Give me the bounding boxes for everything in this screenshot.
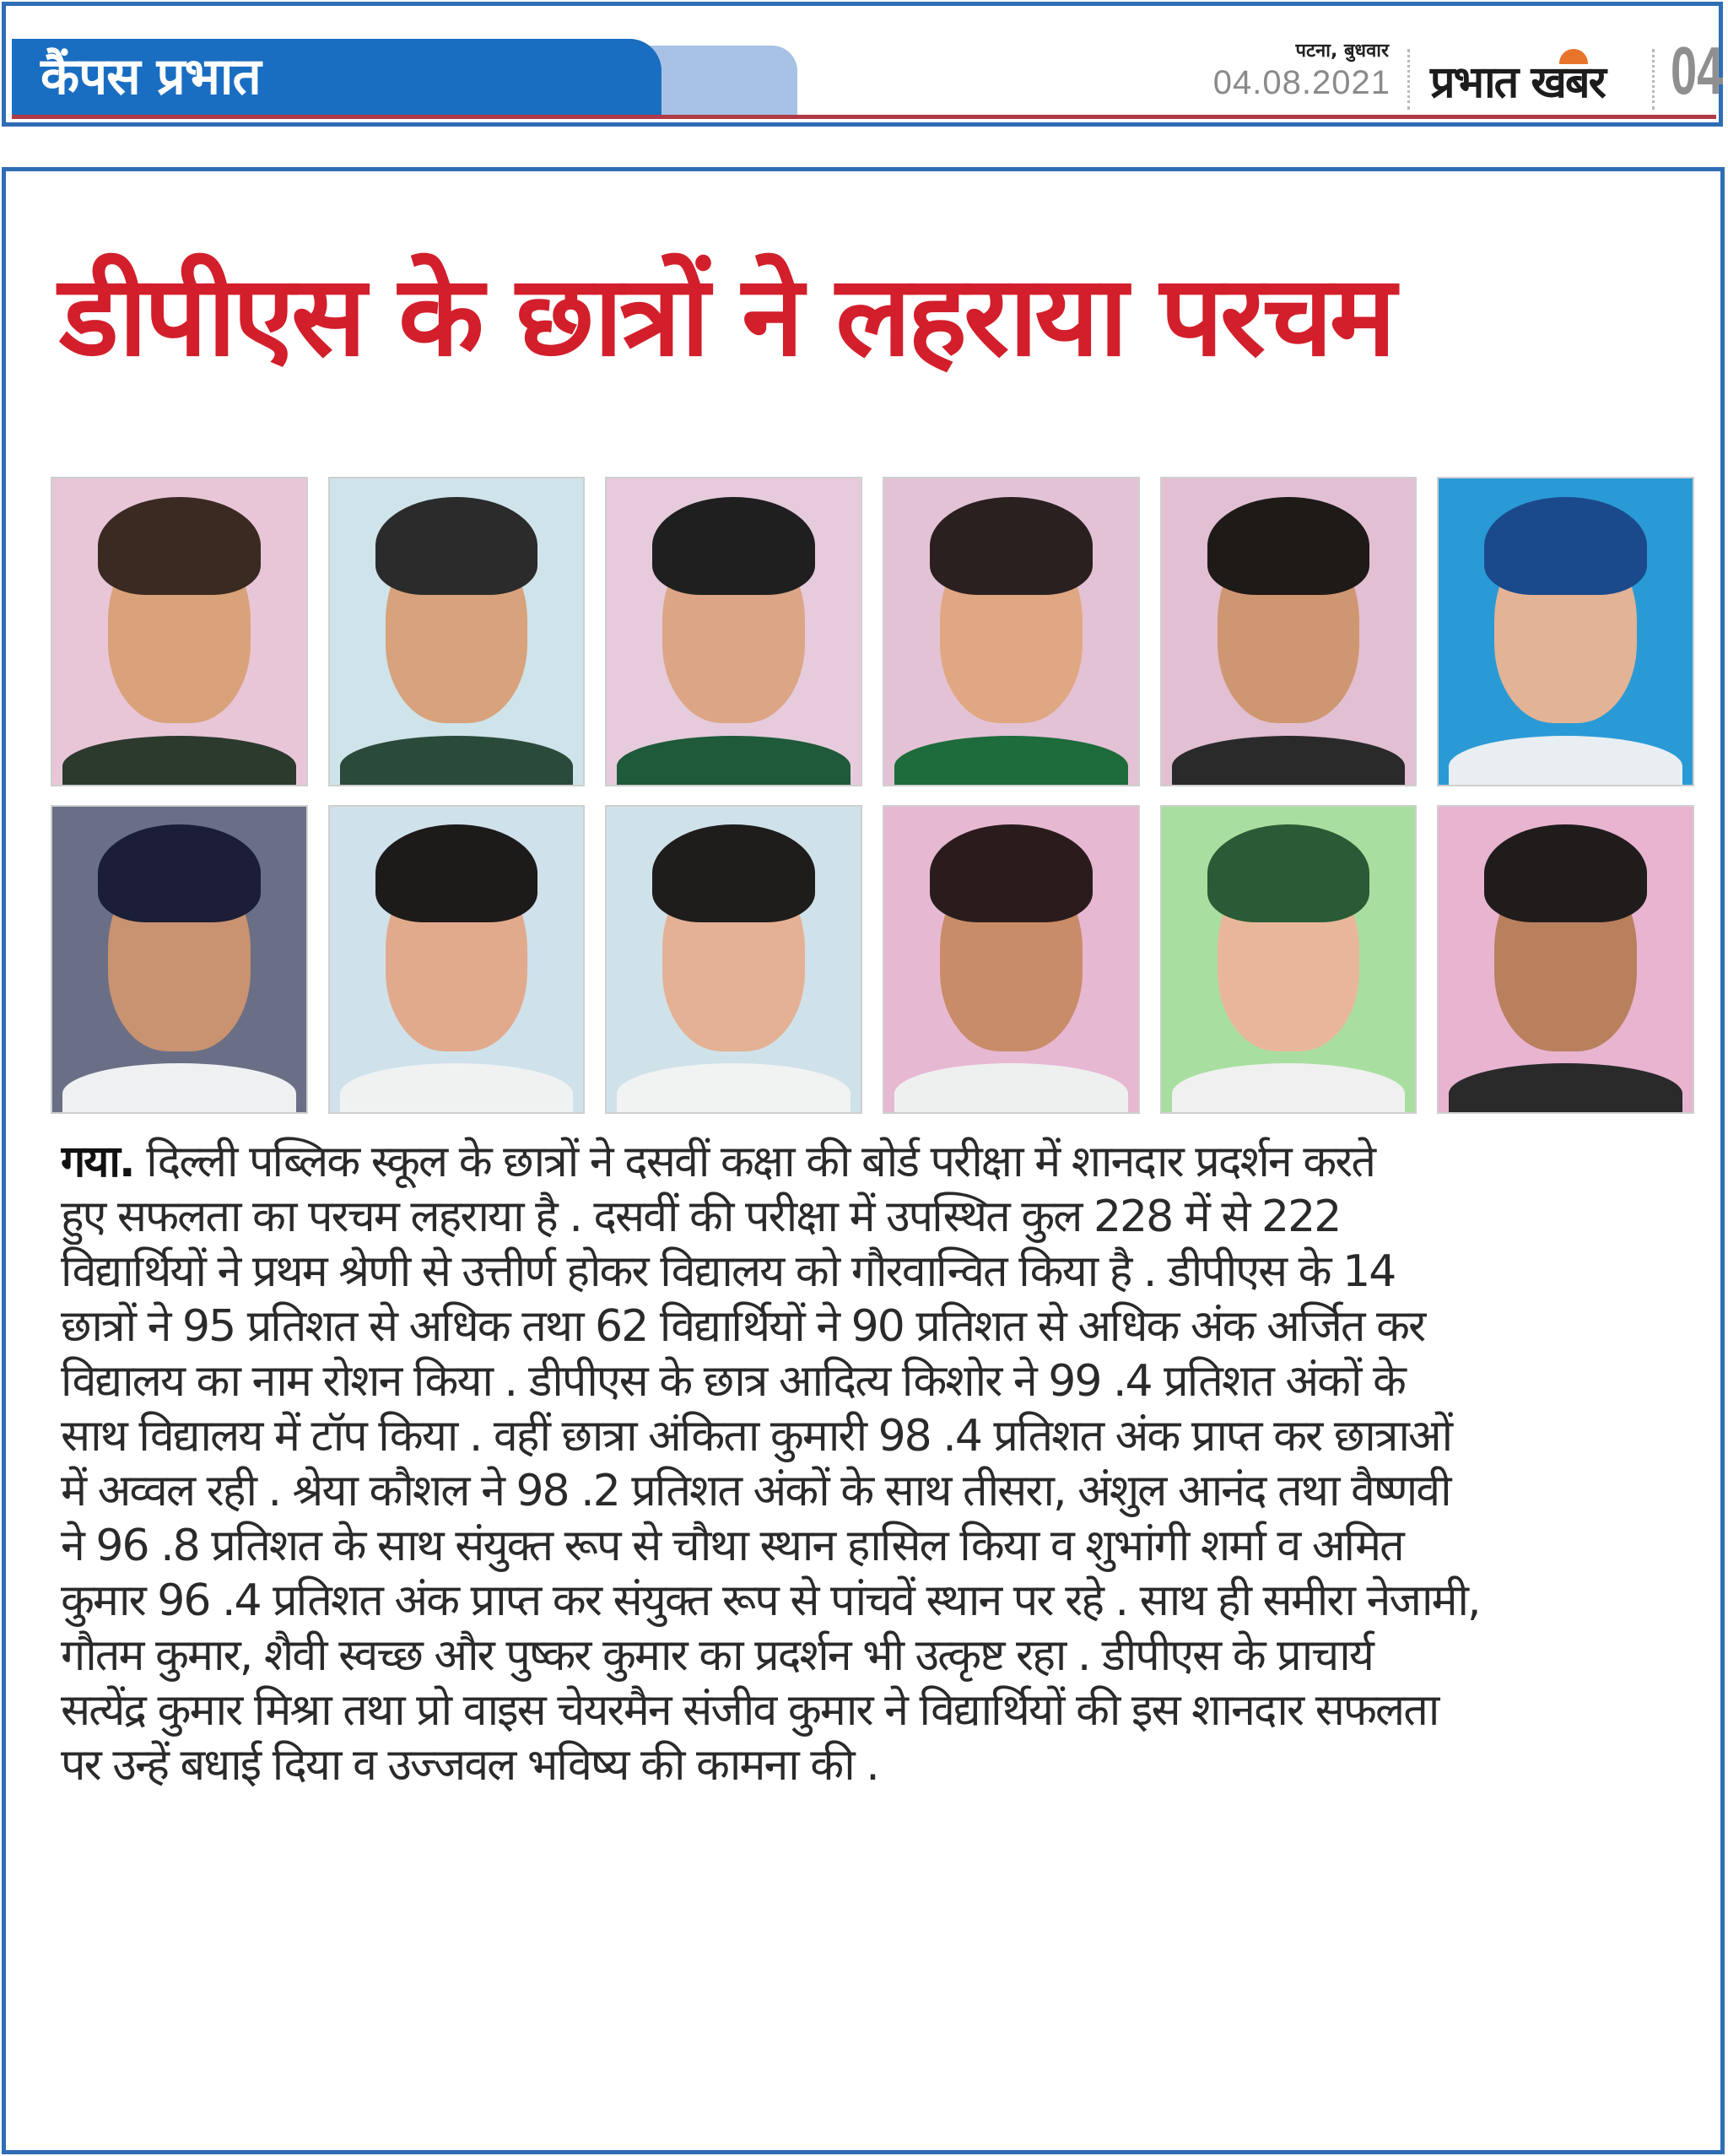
body-line-text: विद्यालय का नाम रोशन किया . डीपीएस के छात्र आदित्य किशोर ने 99 .4 प्रतिशत अंकों के [61, 1356, 1405, 1407]
photo-hair [1484, 824, 1646, 922]
body-line-text: साथ विद्यालय में टॉप किया . वहीं छात्रा अंकिता कुमारी 98 .4 प्रतिशत अंक प्राप्त कर छात्राओं [61, 1411, 1452, 1462]
photo-hair [375, 824, 537, 922]
student-photo [1437, 477, 1694, 786]
photo-shoulders [1172, 736, 1406, 786]
student-photo [328, 477, 586, 786]
body-line [61, 1300, 1702, 1354]
body-line-text: गौतम कुमार, शैवी स्वच्छ और पुष्कर कुमार का प्रदर्शन भी उत्कृष्ट रहा . डीपीएस के प्राचार्य [61, 1630, 1373, 1681]
photo-shoulders [1172, 1063, 1406, 1114]
body-line [61, 1135, 1702, 1190]
photo-hair [930, 497, 1092, 595]
body-line [61, 1464, 1702, 1519]
body-line-text: दिल्ली पब्लिक स्कूल के छात्रों ने दसवीं कक्षा की बोर्ड परीक्षा में शानदार प्रदर्शन करते [133, 1137, 1375, 1187]
header-divider [1652, 49, 1657, 110]
dateline-date: 04.08.2021 [1212, 64, 1390, 101]
body-line [61, 1354, 1702, 1409]
body-line [61, 1574, 1702, 1629]
photo-shoulders [340, 736, 574, 786]
photo-hair [930, 824, 1092, 922]
photo-hair [98, 497, 260, 595]
student-photo [883, 805, 1140, 1115]
body-line [61, 1629, 1702, 1683]
body-line [61, 1738, 1702, 1793]
article-headline: डीपीएस के छात्रों ने लहराया परचम [59, 251, 1393, 381]
photo-shoulders [340, 1063, 574, 1114]
student-photo [51, 805, 308, 1115]
student-photo [1437, 805, 1694, 1115]
body-line-text: कुमार 96 .4 प्रतिशत अंक प्राप्त कर संयुक्त रूप से पांचवें स्थान पर रहे . साथ ही समीरा नेजामी, [61, 1575, 1480, 1626]
photo-shoulders [62, 736, 296, 786]
body-line-text: हुए सफलता का परचम लहराया है . दसवीं की परीक्षा में उपस्थित कुल 228 में से 222 [61, 1191, 1341, 1242]
photo-hair [375, 497, 537, 595]
body-line [61, 1409, 1702, 1464]
student-photo [51, 477, 308, 786]
body-line-text: पर उन्हें बधाई दिया व उज्जवल भविष्य की कामना की . [61, 1740, 878, 1791]
photo-shoulders [894, 736, 1128, 786]
body-line [61, 1245, 1702, 1300]
photo-shoulders [1449, 736, 1682, 786]
masthead-logo: प्रभात खबर [1430, 57, 1605, 108]
photo-shoulders [62, 1063, 296, 1114]
body-line [61, 1519, 1702, 1574]
dateline-place: गया. [61, 1137, 134, 1187]
body-line-text: ने 96 .8 प्रतिशत के साथ संयुक्त रूप से चौथा स्थान हासिल किया व शुभांगी शर्मा व अमित [61, 1521, 1403, 1571]
student-photo [1160, 477, 1418, 786]
photo-shoulders [1449, 1063, 1682, 1114]
body-line-text: में अव्वल रही . श्रेया कौशल ने 98 .2 प्रतिशत अंकों के साथ तीसरा, अंशुल आनंद तथा वैष्णवी [61, 1466, 1450, 1516]
article-body [61, 1135, 1702, 1793]
photo-hair [1484, 497, 1646, 595]
photo-hair [652, 497, 814, 595]
student-photo [605, 477, 862, 786]
photo-hair [652, 824, 814, 922]
body-line-text: सत्येंद्र कुमार मिश्रा तथा प्रो वाइस चेयरमैन संजीव कुमार ने विद्यार्थियों की इस शानदार सफलता [61, 1685, 1439, 1736]
section-title: कैंपस प्रभात [40, 47, 261, 106]
student-photo [328, 805, 586, 1115]
photo-hair [1207, 824, 1369, 922]
student-photo-grid [51, 477, 1694, 1114]
photo-hair [98, 824, 260, 922]
body-line-text: विद्यार्थियों ने प्रथम श्रेणी से उत्तीर्ण होकर विद्यालय को गौरवान्वित किया है . डीपीएस के 14 [61, 1246, 1396, 1297]
body-line-text: छात्रों ने 95 प्रतिशत से अधिक तथा 62 विद्यार्थियों ने 90 प्रतिशत से अधिक अंक अर्जित कर [61, 1301, 1425, 1352]
student-photo [883, 477, 1140, 786]
header-rule [12, 115, 1716, 119]
photo-shoulders [617, 736, 850, 786]
body-line [61, 1683, 1702, 1738]
photo-hair [1207, 497, 1369, 595]
header-divider [1407, 49, 1412, 110]
student-photo [605, 805, 862, 1115]
student-photo [1160, 805, 1418, 1115]
photo-shoulders [894, 1063, 1128, 1114]
dateline-city-day: पटना, बुधवार [1295, 41, 1389, 62]
body-line [61, 1190, 1702, 1245]
page-number: 04 [1671, 33, 1724, 108]
photo-shoulders [617, 1063, 850, 1114]
